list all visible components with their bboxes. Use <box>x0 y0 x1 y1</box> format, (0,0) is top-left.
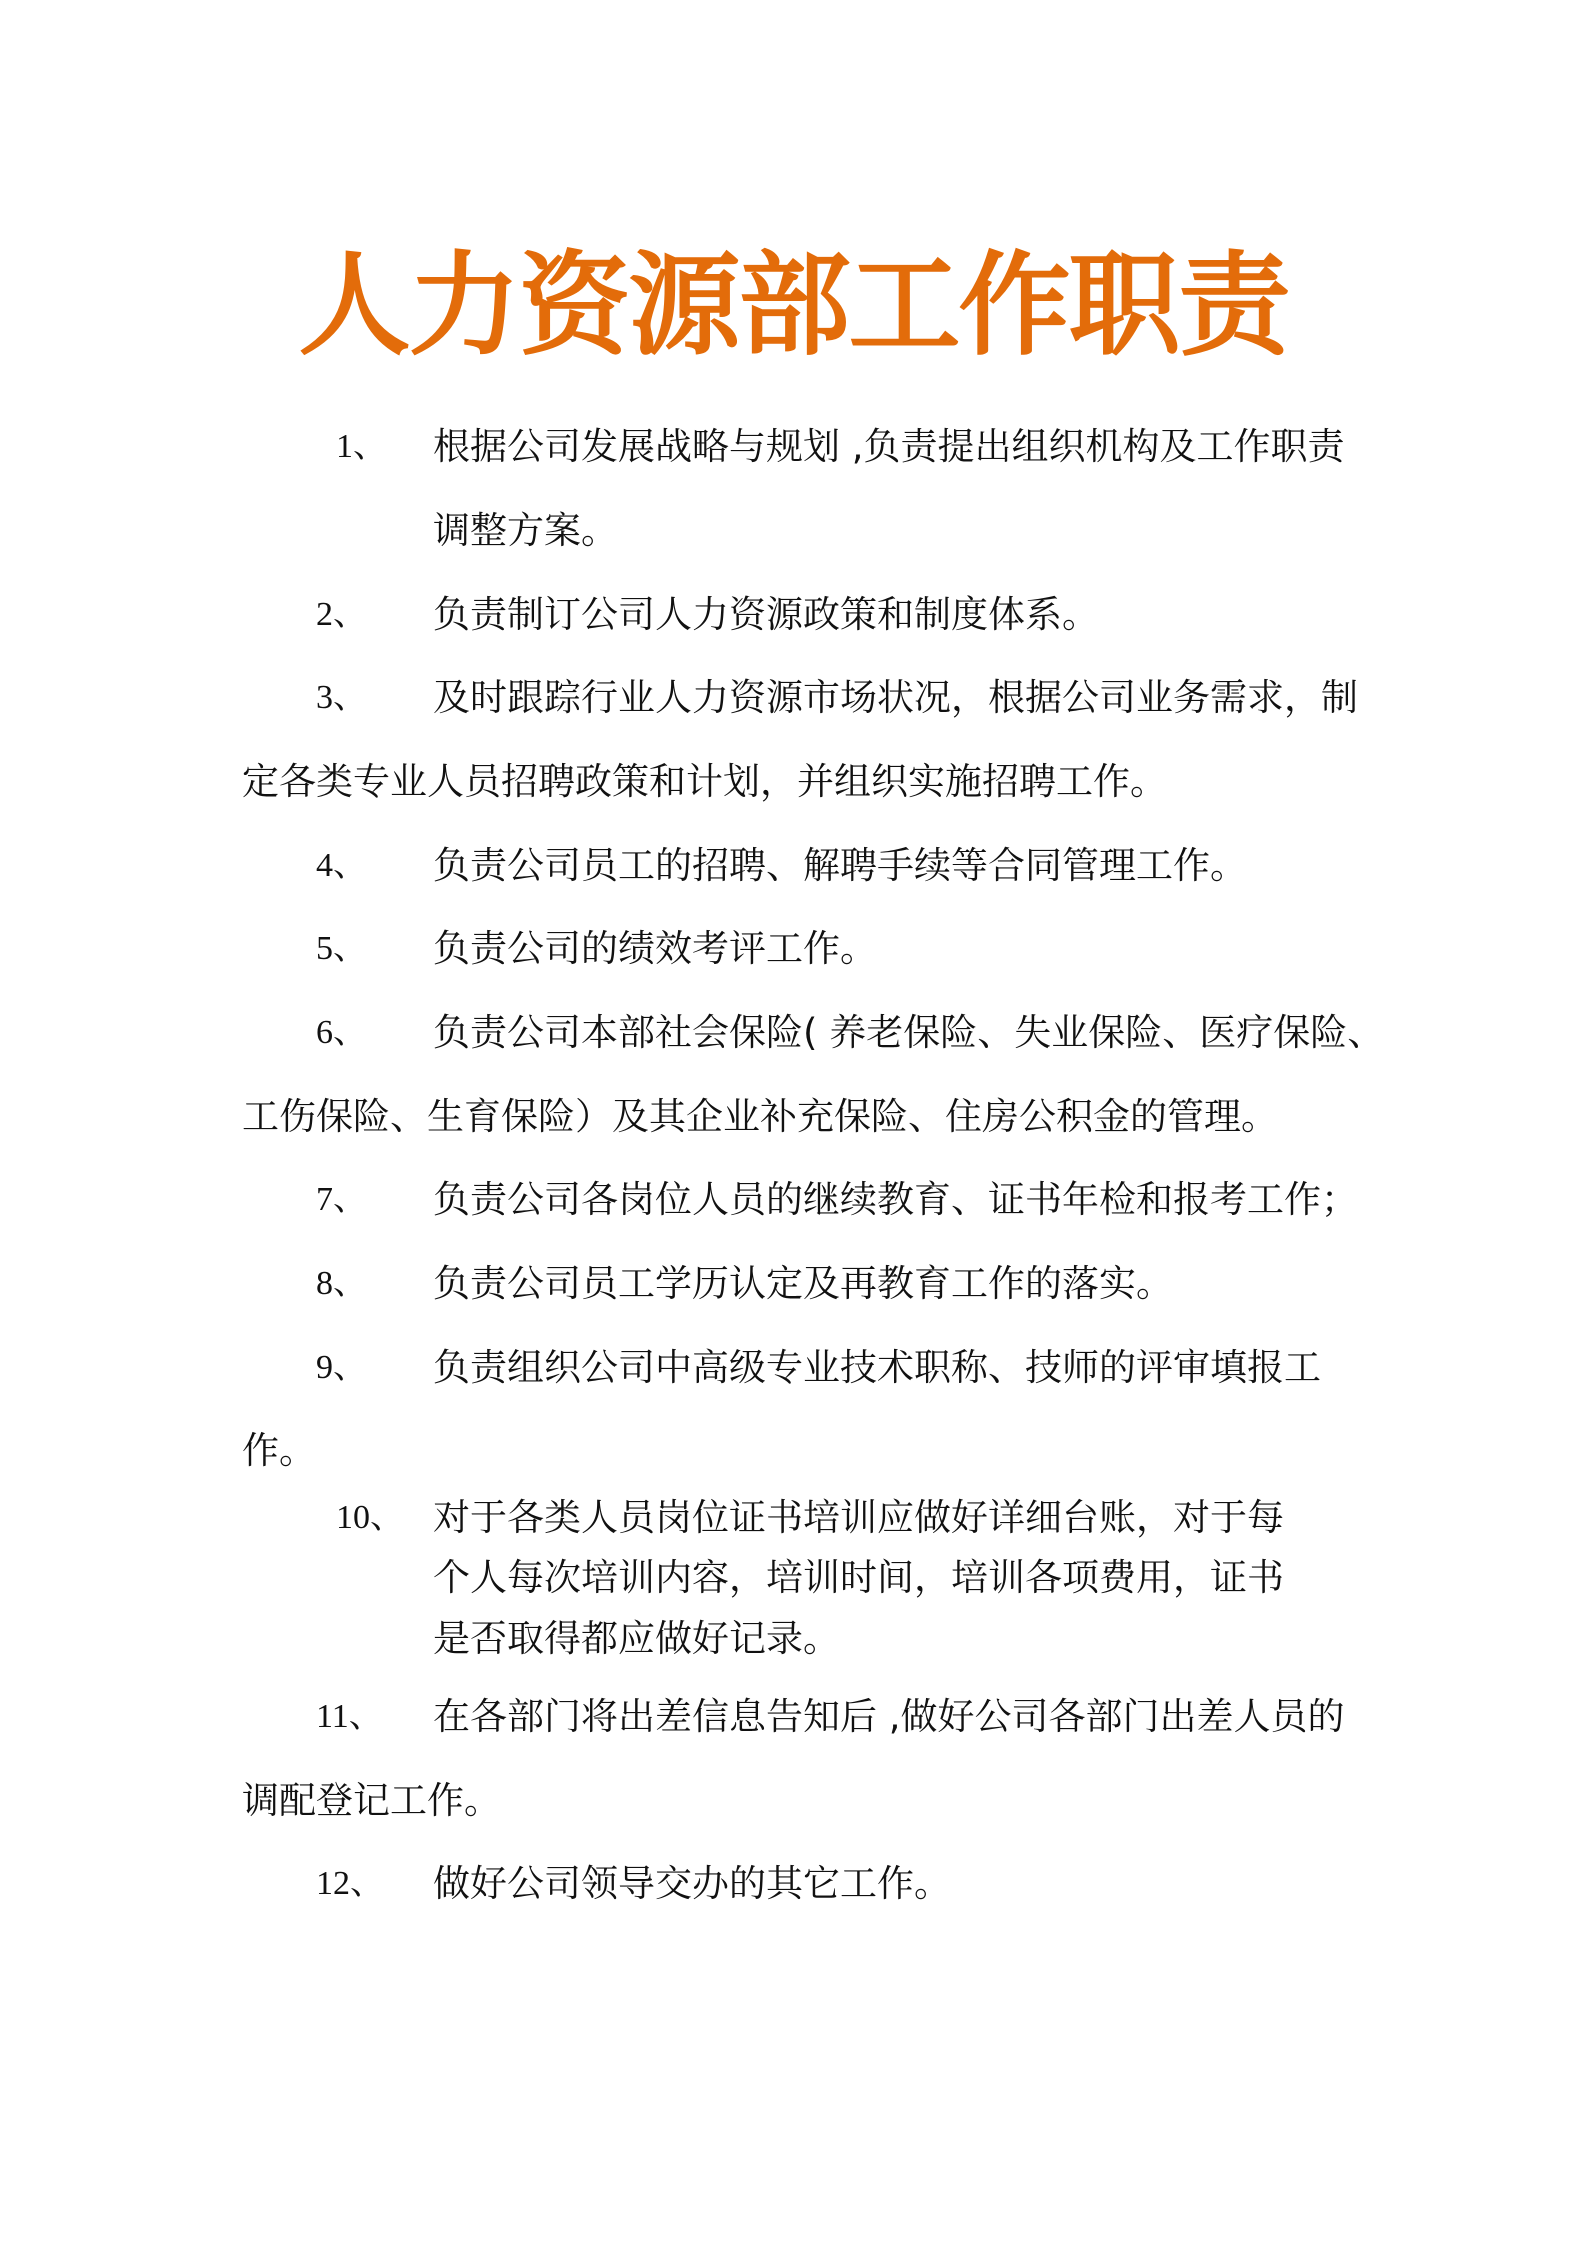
item-number: 6、 <box>316 1014 367 1051</box>
item-text: 负责公司的绩效考评工作。 <box>433 927 877 970</box>
item-text: 负责公司本部社会保险( 养老保险、失业保险、医疗保险、 <box>433 1011 1385 1054</box>
item-text: 调配登记工作。 <box>242 1779 501 1822</box>
item-text: 个人每次培训内容，培训时间，培训各项费用，证书 <box>433 1556 1284 1599</box>
item-number: 7、 <box>316 1181 367 1218</box>
item-text: 负责组织公司中高级专业技术职称、技师的评审填报工 <box>433 1346 1321 1389</box>
item-text: 负责公司各岗位人员的继续教育、证书年检和报考工作； <box>433 1178 1358 1221</box>
item-text: 根据公司发展战略与规划 ,负责提出组织机构及工作职责 <box>433 425 1345 468</box>
item-text: 作。 <box>242 1429 316 1472</box>
item-number: 5、 <box>316 930 367 967</box>
document-title: 人力资源部工作职责 <box>298 241 1289 371</box>
item-text: 负责公司员工学历认定及再教育工作的落实。 <box>433 1262 1173 1305</box>
item-number: 8、 <box>316 1265 367 1302</box>
item-number: 12、 <box>316 1865 384 1902</box>
item-text: 在各部门将出差信息告知后 ,做好公司各部门出差人员的 <box>433 1695 1345 1738</box>
item-text: 是否取得都应做好记录。 <box>433 1617 840 1660</box>
item-text: 负责公司员工的招聘、解聘手续等合同管理工作。 <box>433 844 1247 887</box>
item-text: 对于各类人员岗位证书培训应做好详细台账，对于每 <box>433 1496 1284 1539</box>
item-number: 2、 <box>316 596 367 633</box>
item-number: 3、 <box>316 679 367 716</box>
item-text: 做好公司领导交办的其它工作。 <box>433 1862 951 1905</box>
item-text: 定各类专业人员招聘政策和计划，并组织实施招聘工作。 <box>242 760 1167 803</box>
item-number: 10、 <box>336 1499 404 1536</box>
item-text: 调整方案。 <box>433 509 618 552</box>
item-number: 4、 <box>316 847 367 884</box>
item-number: 9、 <box>316 1349 367 1386</box>
item-text: 工伤保险、生育保险）及其企业补充保险、住房公积金的管理。 <box>242 1095 1278 1138</box>
item-number: 11、 <box>316 1698 383 1735</box>
item-number: 1、 <box>336 428 387 465</box>
item-text: 负责制订公司人力资源政策和制度体系。 <box>433 593 1099 636</box>
item-text: 及时跟踪行业人力资源市场状况，根据公司业务需求，制 <box>433 676 1358 719</box>
